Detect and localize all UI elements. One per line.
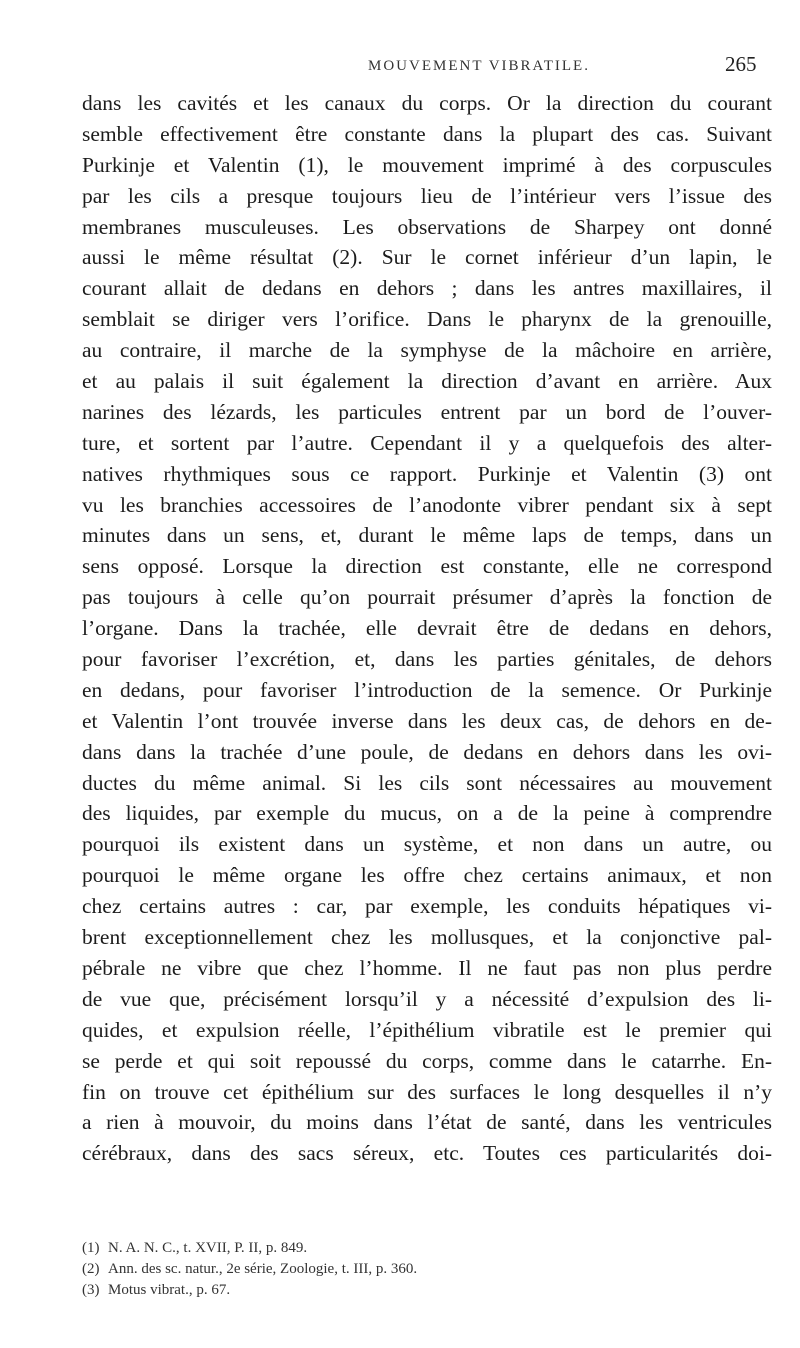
- text-line: pourquoi ils existent dans un système, et non dans un autre, ou: [82, 832, 772, 857]
- text-line: cérébraux, dans des sacs séreux, etc. Toutes ces particularités doi-: [82, 1141, 772, 1166]
- text-line: membranes musculeuses. Les observations de Sharpey ont donné: [82, 214, 772, 239]
- text-line: se perde et qui soit repoussé du corps, comme dans le catarrhe. En-: [82, 1048, 772, 1073]
- text-line: narines des lézards, les particules entrent par un bord de l’ouver-: [82, 399, 772, 424]
- text-line: et Valentin l’ont trouvée inverse dans les deux cas, de dehors en de-: [82, 708, 772, 733]
- text-line: chez certains autres : car, par exemple, les conduits hépatiques vi-: [82, 894, 772, 919]
- text-line: a rien à mouvoir, du moins dans l’état de santé, dans les ventricules: [82, 1110, 772, 1135]
- footnote-text: Motus vibrat., p. 67.: [108, 1282, 231, 1298]
- text-line: l’organe. Dans la trachée, elle devrait être de dedans en dehors,: [82, 616, 772, 641]
- text-line: en dedans, pour favoriser l’introduction de la semence. Or Purkinje: [82, 677, 772, 702]
- text-line: brent exceptionnellement chez les mollusques, et la conjonctive pal-: [82, 925, 772, 950]
- text-line: vu les branchies accessoires de l’anodonte vibrer pendant six à sept: [82, 492, 772, 517]
- footnote-text: N. A. N. C., t. XVII, P. II, p. 849.: [108, 1240, 308, 1256]
- text-line: courant allait de dedans en dehors ; dans les antres maxillaires, il: [82, 276, 772, 301]
- page-number: 265: [725, 52, 757, 76]
- footnote-mark: (1): [82, 1240, 100, 1256]
- body-text: [82, 88, 772, 1169]
- text-line: minutes dans un sens, et, durant le même laps de temps, dans un: [82, 523, 772, 548]
- running-title: MOUVEMENT VIBRATILE.: [368, 58, 590, 74]
- text-line: pourquoi le même organe les offre chez certains animaux, et non: [82, 863, 772, 888]
- text-line: dans dans la trachée d’une poule, de dedans en dehors dans les ovi-: [82, 739, 772, 764]
- text-line: dans les cavités et les canaux du corps. Or la direction du courant: [82, 91, 772, 115]
- text-line: au contraire, il marche de la symphyse de la mâchoire en arrière,: [82, 338, 772, 363]
- running-head: [0, 52, 800, 82]
- footnote: [82, 1259, 772, 1280]
- footnote-text: Ann. des sc. natur., 2e série, Zoologie, t. III, p. 360.: [108, 1261, 418, 1277]
- text-line: semble effectivement être constante dans la plupart des cas. Suivant: [82, 121, 772, 146]
- text-line: semblait se diriger vers l’orifice. Dans le pharynx de la grenouille,: [82, 307, 772, 332]
- text-line: par les cils a presque toujours lieu de l’intérieur vers l’issue des: [82, 183, 772, 208]
- text-line: et au palais il suit également la direction d’avant en arrière. Aux: [82, 369, 772, 394]
- text-line: aussi le même résultat (2). Sur le cornet inférieur d’un lapin, le: [82, 245, 772, 270]
- footnote: [82, 1238, 772, 1259]
- text-line: pour favoriser l’excrétion, et, dans les parties génitales, de dehors: [82, 647, 772, 672]
- text-line: ture, et sortent par l’autre. Cependant il y a quelquefois des alter-: [82, 430, 772, 455]
- text-line: pébrale ne vibre que chez l’homme. Il ne faut pas non plus perdre: [82, 955, 772, 980]
- text-line: sens opposé. Lorsque la direction est constante, elle ne correspond: [82, 554, 772, 579]
- footnote-mark: (2): [82, 1261, 100, 1277]
- text-line: fin on trouve cet épithélium sur des surfaces le long desquelles il n’y: [82, 1079, 772, 1104]
- footnote: [82, 1280, 772, 1301]
- text-line: Purkinje et Valentin (1), le mouvement imprimé à des corpuscules: [82, 152, 772, 177]
- footnotes: [82, 1238, 772, 1301]
- footnote-mark: (3): [82, 1282, 100, 1298]
- text-line: de vue que, précisément lorsqu’il y a nécessité d’expulsion des li-: [82, 986, 772, 1011]
- text-line: ductes du même animal. Si les cils sont nécessaires au mouvement: [82, 770, 772, 795]
- text-line: natives rhythmiques sous ce rapport. Purkinje et Valentin (3) ont: [82, 461, 772, 486]
- text-line: quides, et expulsion réelle, l’épithélium vibratile est le premier qui: [82, 1017, 772, 1042]
- text-line: pas toujours à celle qu’on pourrait présumer d’après la fonction de: [82, 585, 772, 610]
- text-line: des liquides, par exemple du mucus, on a de la peine à comprendre: [82, 801, 772, 826]
